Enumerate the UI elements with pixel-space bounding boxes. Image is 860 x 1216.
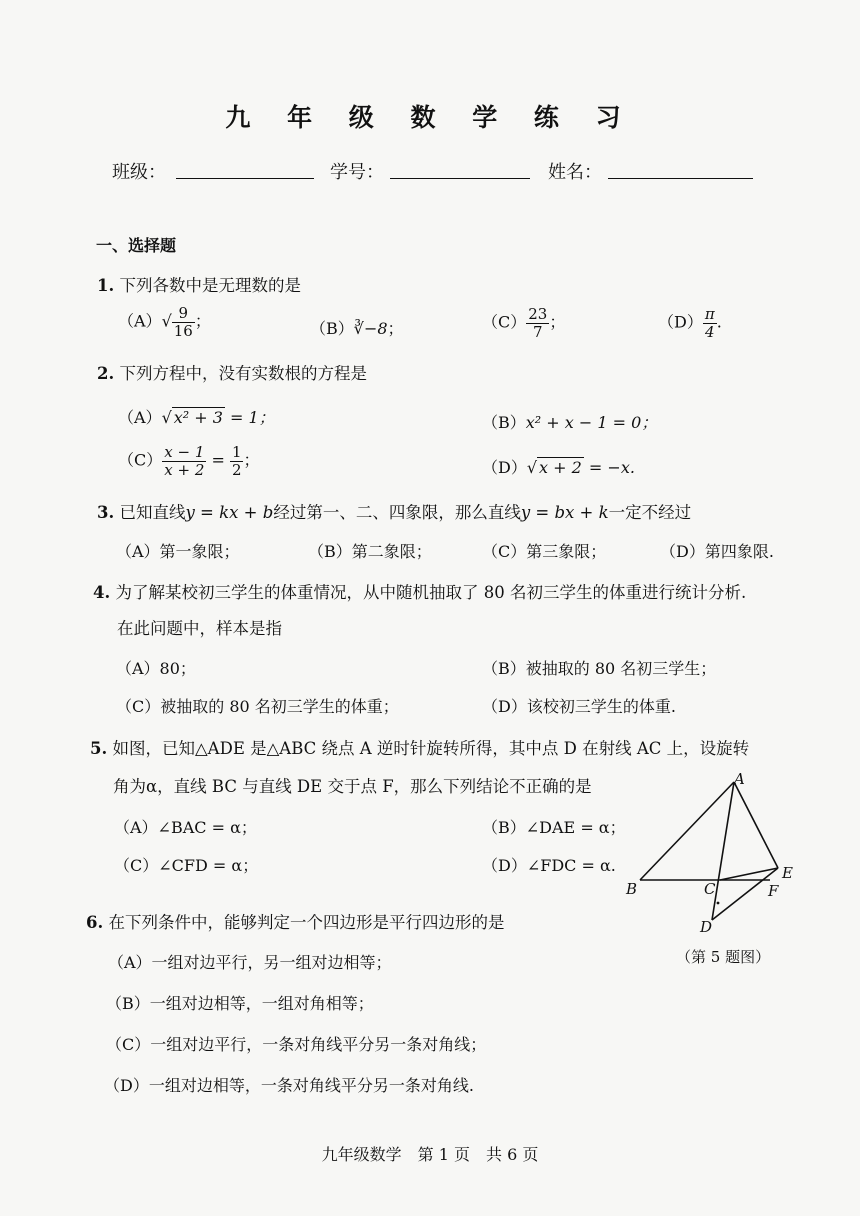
question-1 <box>97 272 301 296</box>
question-6: 6. 在下列条件中，能够判定一个四边形是平行四边形的是 <box>86 913 505 932</box>
q4-option-a: （A）80； <box>116 659 196 678</box>
figure-caption: （第 5 题图） <box>676 948 771 966</box>
question-2: 2. 下列方程中，没有实数根的方程是 <box>97 364 367 383</box>
question-5-line2: 角为α，直线 BC 与直线 DE 交于点 F，那么下列结论不正确的是 <box>113 777 592 796</box>
q1-option-d: （D） $\frac{\pi}{4}$ . <box>658 305 722 341</box>
q2-option-b: （B）x² + x − 1 = 0； <box>482 413 658 432</box>
question-number: 1. <box>97 276 115 295</box>
question-4-line2: 在此问题中，样本是指 <box>117 619 282 638</box>
student-number-blank[interactable] <box>390 178 530 179</box>
q5-option-b: （B）∠DAE = α； <box>482 818 626 837</box>
segment-ab <box>640 782 734 880</box>
q2-option-c: （C） $\frac{x - 1}{x + 2}$ = $\frac{1}{2}$ ； <box>118 443 260 479</box>
q3-option-c: （C）第三象限； <box>482 542 607 561</box>
q5-option-c: （C）∠CFD = α； <box>114 856 259 875</box>
q4-option-b: （B）被抽取的 80 名初三学生； <box>482 659 717 678</box>
point-label-e: E <box>782 864 793 882</box>
q1-option-c: （C） $\frac{23}{7}$ ； <box>482 305 566 341</box>
segment-ad <box>712 782 734 920</box>
q5-option-a: （A）∠BAC = α； <box>114 818 257 837</box>
point-label-c: C <box>704 880 716 898</box>
point-label-b: B <box>626 880 638 898</box>
question-5: 5. 如图，已知△ADE 是△ABC 绕点 A 逆时针旋转所得，其中点 D 在射线 AC 上，设旋转 <box>90 739 750 758</box>
point-label-a: A <box>734 770 745 788</box>
q1-option-b: （B）∛−8； <box>310 319 404 338</box>
segment-ae <box>734 782 778 868</box>
q4-option-c: （C）被抽取的 80 名初三学生的体重； <box>116 697 399 716</box>
class-blank[interactable] <box>176 178 314 179</box>
question-4: 4. 为了解某校初三学生的体重情况，从中随机抽取了 80 名初三学生的体重进行统计分析. <box>93 583 747 602</box>
class-label: 班级： <box>112 162 166 183</box>
section-heading: 一、选择题 <box>96 236 177 255</box>
name-blank[interactable] <box>608 178 753 179</box>
q5-option-d: （D）∠FDC = α. <box>482 856 616 875</box>
point-label-d: D <box>700 918 713 936</box>
name-label: 姓名： <box>548 162 602 183</box>
question-text: 下列各数中是无理数的是 <box>119 276 301 295</box>
angle-dot <box>717 902 720 905</box>
q3-option-a: （A）第一象限； <box>116 542 240 561</box>
q2-option-d: （D）√ x + 2 = −x. <box>482 458 635 477</box>
q1-option-a: （A）√ $\frac{9}{16}$ ； <box>118 304 211 340</box>
q3-option-d: （D）第四象限. <box>660 542 774 561</box>
q3-option-b: （B）第二象限； <box>308 542 432 561</box>
q6-option-b: （B）一组对边相等，一组对角相等； <box>106 994 374 1013</box>
point-label-f: F <box>768 882 779 900</box>
q6-option-d: （D）一组对边相等，一条对角线平分另一条对角线. <box>104 1076 474 1095</box>
q2-option-a: （A）√ x² + 3 = 1； <box>118 408 275 427</box>
question-3: 3. 已知直线y = kx + b经过第一、二、四象限，那么直线y = bx + k一定不经过 <box>97 503 692 522</box>
student-number-label: 学号： <box>330 162 384 183</box>
page-footer: 九年级数学 第 1 页 共 6 页 <box>321 1145 539 1164</box>
q6-option-c: （C）一组对边平行，一条对角线平分另一条对角线； <box>106 1035 487 1054</box>
page-title: 九 年 级 数 学 练 习 <box>225 103 635 132</box>
q4-option-d: （D）该校初三学生的体重. <box>482 697 676 716</box>
q5-figure <box>620 770 800 940</box>
q6-option-a: （A）一组对边平行，另一组对边相等； <box>108 953 392 972</box>
